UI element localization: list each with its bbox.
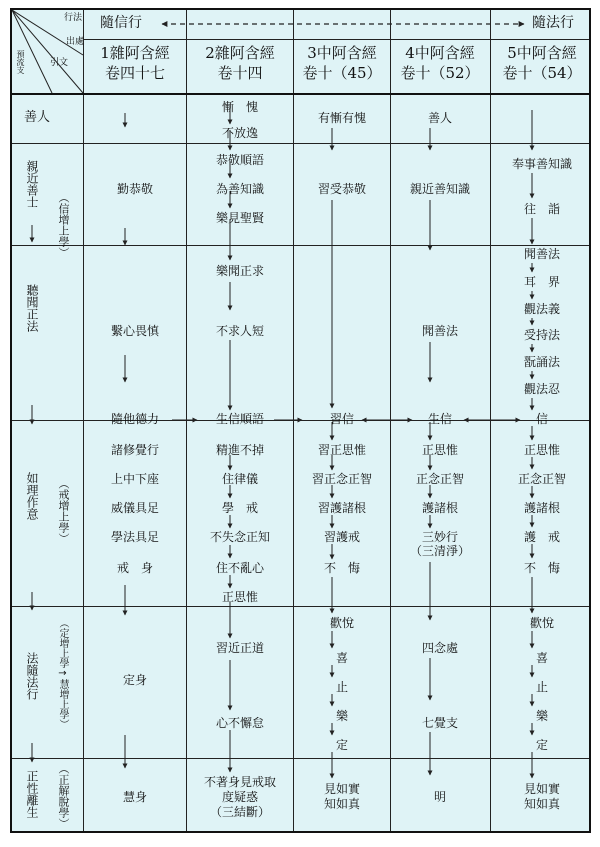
r5-c1: 定身 (122, 673, 148, 687)
r4-c5-4: 護 戒 (523, 530, 561, 544)
r3-c5-f: 觀法忍 (523, 382, 561, 396)
r5-c5-4: 定 (535, 738, 549, 752)
r4-c3-5: 不 悔 (323, 561, 361, 575)
corner-label-yuliuzhi: 預流支 (16, 50, 25, 74)
r6-c3-a: 見如實 (323, 782, 361, 796)
r4-c3-1: 習正思惟 (317, 443, 367, 457)
r2-c1: 勤恭敬 (116, 182, 154, 196)
r3-c1: 繫心畏慎 (110, 324, 160, 338)
flow-arrows (12, 10, 589, 831)
r2-c3: 習受恭敬 (317, 182, 367, 196)
r4-c5-5: 不 悔 (523, 561, 561, 575)
col4-header-line1: 4中阿含經 (405, 44, 475, 62)
row-label-ruli: 如理作意 (25, 472, 39, 520)
r5-c3-2: 止 (335, 680, 349, 694)
r5-c2-b: 心不懈怠 (215, 716, 265, 730)
r4-c1-2: 上中下座 (110, 472, 160, 486)
r4-c5-3: 護諸根 (523, 501, 561, 515)
r6-c5-b: 知如真 (523, 797, 561, 811)
row-note-ruli: （戒增上學） (57, 478, 70, 544)
r3-c2-b: 不求人短 (215, 324, 265, 338)
r4-c4-1: 正思惟 (421, 443, 459, 457)
r4-c1-1: 諸修覺行 (110, 443, 160, 457)
r4-c1-0: 隨他德力 (110, 412, 160, 426)
r6-c2-c: （三結斷） (209, 805, 271, 819)
r4-c3-2: 習正念正智 (311, 472, 373, 486)
r3-c5-e: 翫誦法 (523, 355, 561, 369)
r4-c3-4: 習護戒 (323, 530, 361, 544)
r2-c2-b: 為善知識 (215, 182, 265, 196)
r5-c3-4: 定 (335, 738, 349, 752)
r4-c4-2: 正念正智 (415, 472, 465, 486)
r6-c5-a: 見如實 (523, 782, 561, 796)
row-label-zhengxing: 正性離生 (25, 770, 39, 818)
corner-diagonal-1 (12, 10, 83, 93)
r5-c5-3: 樂 (535, 709, 549, 723)
r3-c2-a: 樂聞正求 (215, 264, 265, 278)
suifa-label: 隨法行 (532, 15, 574, 31)
row-label-qinjin: 親近善士 (25, 160, 39, 208)
r4-c1-3: 威儀具足 (110, 501, 160, 515)
r5-c5-0: 歡悅 (529, 616, 555, 630)
col3-header-line2: 卷十（45） (302, 64, 382, 82)
r4-c2-3: 學 戒 (221, 501, 259, 515)
r1-c2-bufangyi: 不放逸 (221, 126, 259, 140)
r5-c5-1: 喜 (535, 651, 549, 665)
col5-header-line1: 5中阿含經 (507, 44, 577, 62)
r3-c5-b: 耳 界 (523, 275, 561, 289)
corner-label-xingfa: 行法 (64, 13, 83, 23)
r4-c2-6: 正思惟 (221, 590, 259, 604)
col4-header-line2: 卷十（52） (400, 64, 480, 82)
r3-c5-c: 觀法義 (523, 302, 561, 316)
row-label-fasui: 法隨法行 (25, 652, 39, 700)
r6-c1: 慧身 (122, 790, 148, 804)
r2-c4: 親近善知識 (409, 182, 471, 196)
r4-c4-4: 三妙行 (421, 530, 459, 544)
r5-c3-3: 樂 (335, 709, 349, 723)
r3-c5-a: 聞善法 (523, 247, 561, 261)
r4-c1-4: 學法具足 (110, 530, 160, 544)
col5-header-line2: 卷十（54） (502, 64, 582, 82)
r1-c2-cankui: 慚 愧 (221, 100, 259, 114)
r6-c2-a: 不著身見戒取 (203, 775, 277, 789)
r4-c5-1: 正思惟 (523, 443, 561, 457)
r4-c4-5: （三清淨） (409, 544, 471, 558)
r5-c3-0: 歡悅 (329, 616, 355, 630)
r4-c2-5: 住不亂心 (215, 561, 265, 575)
r6-c2-b: 度疑惑 (221, 790, 259, 804)
row-note-qinjin: （信增上學） (57, 192, 70, 258)
r4-c4-0: 生信 (427, 412, 453, 426)
r6-c3-b: 知如真 (323, 797, 361, 811)
r4-c2-1: 精進不掉 (215, 443, 265, 457)
col2-header-line1: 2雜阿含經 (205, 44, 275, 62)
r4-c5-0: 信 (535, 412, 549, 426)
r1-c3: 有慚有愧 (317, 111, 367, 125)
r5-c2-a: 習近正道 (215, 641, 265, 655)
r4-c2-4: 不失念正知 (209, 530, 271, 544)
r4-c3-3: 習護諸根 (317, 501, 367, 515)
r3-c5-d: 受持法 (523, 328, 561, 342)
row-label-shanren: 善人 (24, 110, 51, 125)
row-note-zhengxing: （正解脫學） (57, 763, 70, 829)
r6-c4: 明 (433, 790, 447, 804)
row-label-tingwen: 聽聞正法 (25, 284, 39, 332)
sutra-comparison-table (10, 8, 591, 833)
corner-label-yinwen: 引文 (50, 58, 69, 68)
col1-header-line1: 1雜阿含經 (100, 44, 170, 62)
r2-c5-a: 奉事善知識 (511, 157, 573, 171)
r4-c3-0: 習信 (329, 412, 355, 426)
corner-label-chuchu: 出處 (66, 37, 85, 47)
r2-c2-a: 恭敬順語 (215, 153, 265, 167)
r4-c5-2: 正念正智 (517, 472, 567, 486)
r3-c4: 聞善法 (421, 324, 459, 338)
r4-c2-2: 住律儀 (221, 472, 259, 486)
r2-c2-c: 樂見聖賢 (215, 211, 265, 225)
r5-c4-a: 四念處 (421, 641, 459, 655)
col2-header-line2: 卷十四 (217, 64, 263, 82)
suixin-label: 隨信行 (100, 15, 142, 31)
col3-header-line1: 3中阿含經 (307, 44, 377, 62)
row-note-fasui: （定增上學→慧增上學） (57, 618, 68, 729)
r5-c4-b: 七覺支 (421, 716, 459, 730)
r5-c3-1: 喜 (335, 651, 349, 665)
r4-c4-3: 護諸根 (421, 501, 459, 515)
r4-c1-5: 戒 身 (116, 561, 154, 575)
r2-c5-b: 往 詣 (523, 202, 561, 216)
r1-c4: 善人 (427, 111, 453, 125)
col1-header-line2: 卷四十七 (104, 64, 166, 82)
r5-c5-2: 止 (535, 680, 549, 694)
r4-c2-0: 生信順語 (215, 412, 265, 426)
